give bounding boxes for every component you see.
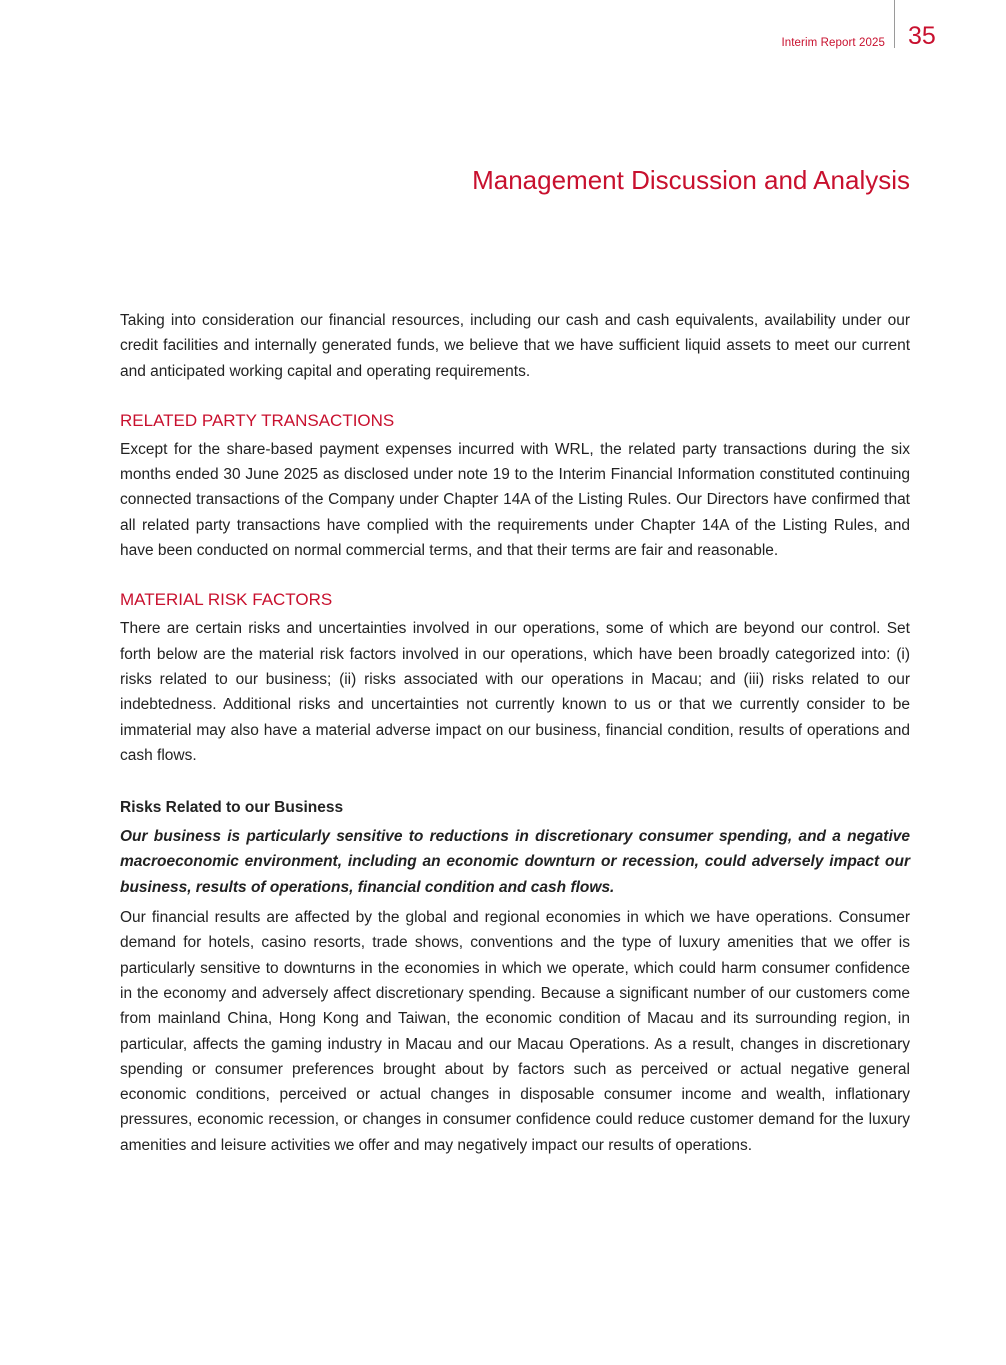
- header-divider: [894, 0, 895, 48]
- page-header: [0, 0, 1006, 60]
- page-number: 35: [908, 22, 936, 50]
- material-risk-heading: MATERIAL RISK FACTORS: [120, 590, 333, 610]
- business-risk-lead: Our business is particularly sensitive to reductions in discretionary consumer spending, and a negative macroeconomic environment, including an economic downturn or recession, could adversely impact our business, results of operations, financial condition and cash flows.: [120, 828, 910, 896]
- intro-paragraph: Taking into consideration our financial resources, including our cash and cash equivalents, availability under our credit facilities and internally generated funds, we believe that we have sufficient liquid assets to meet our current and anticipated working capital and operating requirements.: [120, 312, 910, 380]
- business-risk-paragraph: Our financial results are affected by the global and regional economies in which we have operations. Consumer demand for hotels, casino resorts, trade shows, conventions and the type of luxury amenities that we offer is particularly sensitive to downturns in the economies in which we operate, which could harm consumer confidence in the economy and adversely affect discretionary spending. Because a significant number of our customers come from mainland China, Hong Kong and Taiwan, the economic condition of Macau and its surrounding region, in particular, affects the gaming industry in Macau and our Macau Operations. As a result, changes in discretionary spending or consumer preferences brought about by factors such as perceived or actual negative general economic conditions, perceived or actual changes in disposable consumer income and wealth, inflationary pressures, economic recession, or changes in consumer confidence could reduce customer demand for the luxury amenities and leisure activities we offer and may negatively impact our results of operations.: [120, 909, 910, 1154]
- related-party-paragraph: Except for the share-based payment expenses incurred with WRL, the related party transactions during the six months ended 30 June 2025 as disclosed under note 19 to the Interim Financial Information constituted continuing connected transactions of the Company under Chapter 14A of the Listing Rules. Our Directors have confirmed that all related party transactions have complied with the requirements under Chapter 14A of the Listing Rules, and have been conducted on normal commercial terms, and that their terms are fair and reasonable.: [120, 440, 910, 560]
- material-risk-paragraph: There are certain risks and uncertainties involved in our operations, some of which are beyond our control. Set forth below are the material risk factors involved in our operations, which have been broadly categorized into: (i) risks related to our business; (ii) risks associated with our operations in Macau; and (iii) risks related to our indebtedness. Additional risks and uncertainties not currently known to us or that we currently consider to be immaterial may also have a material adverse impact on our business, financial condition, results of operations and cash flows.: [120, 620, 910, 764]
- page-title: Management Discussion and Analysis: [472, 165, 910, 195]
- report-name: Interim Report 2025: [781, 37, 885, 49]
- business-risks-heading: Risks Related to our Business: [120, 799, 344, 817]
- main-content: [120, 308, 910, 1158]
- related-party-heading: RELATED PARTY TRANSACTIONS: [120, 410, 395, 430]
